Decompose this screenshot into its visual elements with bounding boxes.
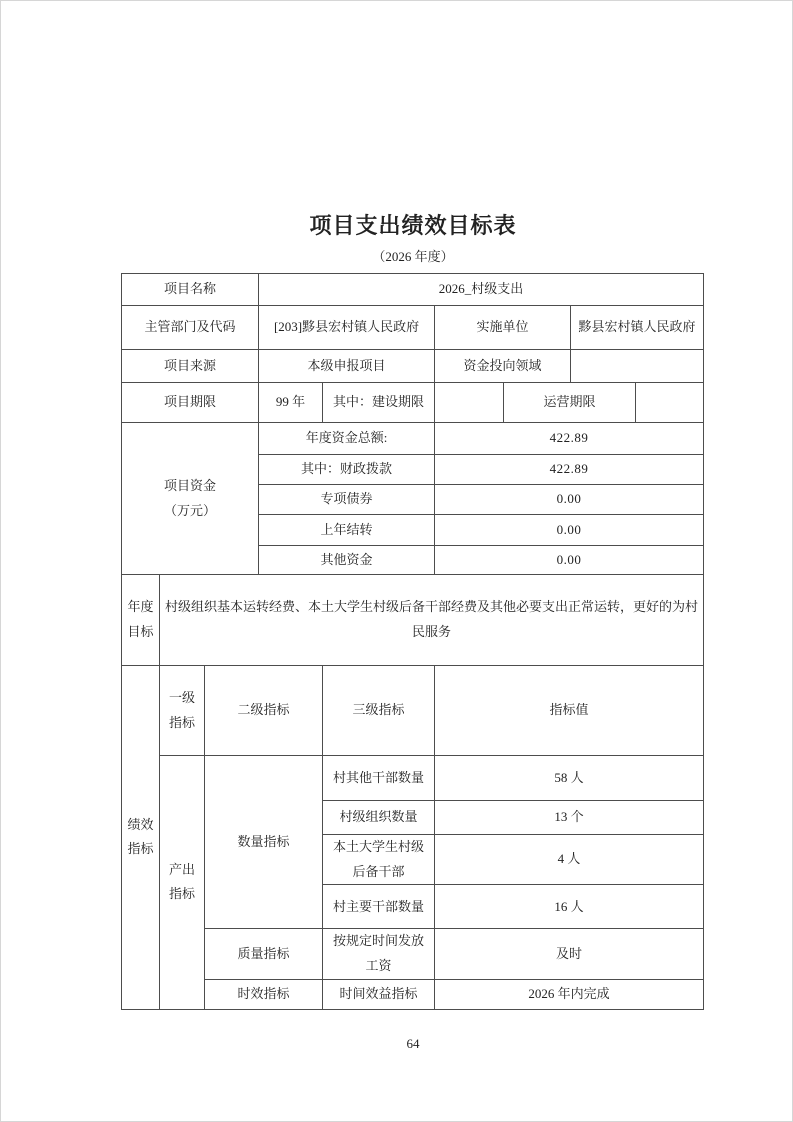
implement-unit-label: 实施单位 [435,306,571,350]
page-number: 64 [406,1035,420,1051]
indicator-salary-on-time-value: 及时 [435,929,704,979]
performance-section-label: 绩效指标 [122,666,160,1010]
project-source-label: 项目来源 [122,350,259,383]
header-value: 指标值 [435,666,704,756]
annual-goal-label: 年度目标 [122,575,160,666]
project-name-label: 项目名称 [122,274,259,306]
row-indicator-1 [122,756,704,801]
page-title: 项目支出绩效目标表 [309,213,517,238]
header-level3: 三级指标 [323,666,435,756]
document-content [121,1,705,1052]
construction-period-label: 其中：建设期限 [323,383,435,423]
indicator-other-cadres: 村其他干部数量 [323,756,435,801]
row-annual-goal [122,575,704,666]
project-funding-unit: （万元） [164,502,217,518]
row-project-source [122,350,704,383]
funding-total-value: 422.89 [435,423,704,455]
time-group-label: 时效指标 [205,979,323,1009]
funding-fiscal-label: 其中：财政拨款 [259,455,435,485]
department-value: [203]黟县宏村镇人民政府 [259,306,435,350]
level1-output-label: 产出指标 [160,756,205,1010]
funding-bond-value: 0.00 [435,485,704,515]
row-funding-total [122,423,704,455]
operation-period-label: 运营期限 [504,383,636,423]
indicator-time-benefit-value: 2026 年内完成 [435,979,704,1009]
funding-carryover-label: 上年结转 [259,515,435,546]
fund-direction-value [571,350,704,383]
row-indicator-time [122,979,704,1009]
performance-target-table [121,273,704,1010]
row-indicator-header [122,666,704,756]
funding-total-label: 年度资金总额: [259,423,435,455]
funding-fiscal-value: 422.89 [435,455,704,485]
row-department [122,306,704,350]
project-period-label: 项目期限 [122,383,259,423]
funding-other-label: 其他资金 [259,546,435,575]
project-period-value: 99 年 [259,383,323,423]
quantity-group-label: 数量指标 [205,756,323,929]
funding-carryover-value: 0.00 [435,515,704,546]
construction-period-value [435,383,504,423]
page-subtitle: （2026 年度） [372,248,454,264]
indicator-time-benefit: 时间效益指标 [323,979,435,1009]
header-level2: 二级指标 [205,666,323,756]
indicator-village-orgs: 村级组织数量 [323,801,435,835]
project-name-value: 2026_村级支出 [259,274,704,306]
fund-direction-label: 资金投向领域 [435,350,571,383]
indicator-village-orgs-value: 13 个 [435,801,704,835]
funding-other-value: 0.00 [435,546,704,575]
indicator-salary-on-time: 按规定时间发放工资 [323,929,435,979]
indicator-reserve-cadres: 本土大学生村级后备干部 [323,835,435,885]
indicator-reserve-cadres-value: 4 人 [435,835,704,885]
department-label: 主管部门及代码 [122,306,259,350]
indicator-main-cadres-value: 16 人 [435,885,704,929]
implement-unit-value: 黟县宏村镇人民政府 [571,306,704,350]
indicator-main-cadres: 村主要干部数量 [323,885,435,929]
quality-group-label: 质量指标 [205,929,323,979]
header-level1: 一级指标 [160,666,205,756]
operation-period-value [636,383,704,423]
annual-goal-text: 村级组织基本运转经费、本土大学生村级后备干部经费及其他必要支出正常运转，更好的为村民服务 [160,575,704,666]
funding-bond-label: 专项债券 [259,485,435,515]
indicator-other-cadres-value: 58 人 [435,756,704,801]
row-project-name [122,274,704,306]
project-funding-label-line1: 项目资金 [164,477,217,493]
project-source-value: 本级申报项目 [259,350,435,383]
row-indicator-quality [122,929,704,979]
project-funding-label [122,423,259,575]
row-project-period [122,383,704,423]
